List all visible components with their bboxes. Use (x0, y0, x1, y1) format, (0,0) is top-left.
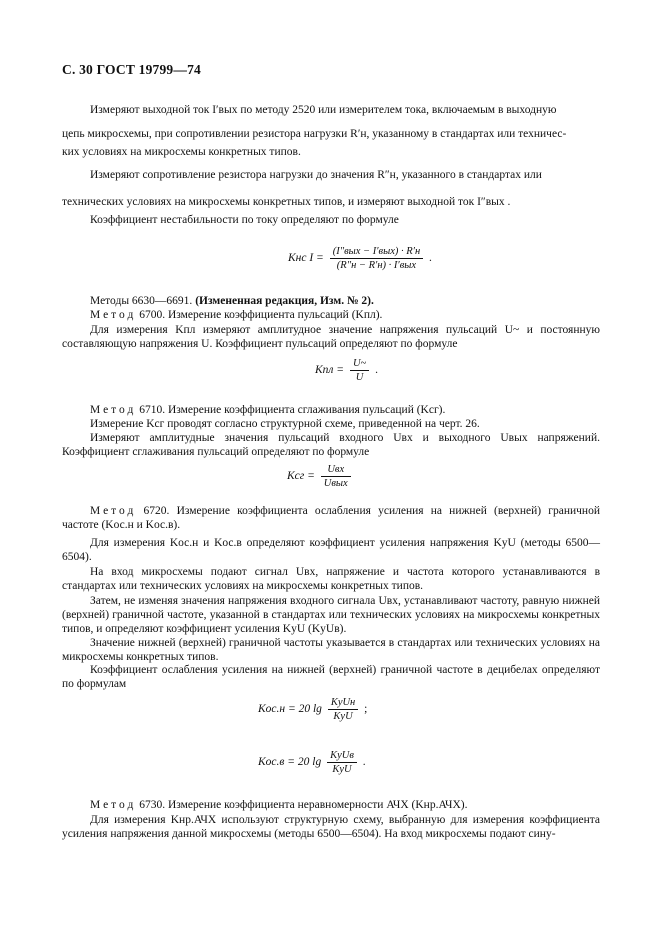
formula-k-os-n-lhs: Kос.н = 20 lg (258, 703, 322, 716)
formula-k-os-n-denominator: KyU (333, 711, 353, 722)
revision-note: (Измененная редакция, Изм. № 2). (195, 295, 374, 307)
formula-k-ns: Kнс I = $\frac{\text{(I″вых − I′вых) · R′н}}{\text{(R″н − R′н) · I′вых}}$ . (288, 246, 432, 271)
method-6720-title: 6720. Измерение коэффициента ослабления усиления на нижней (верхней) граничной частоте (Kос.н и Kос.в). (62, 505, 600, 531)
method-6730-word: Метод (90, 799, 137, 811)
paragraph-1-line-2: цепь микросхемы, при сопротивлении резистора нагрузки R′н, указанному в стандартах или техничес- (62, 128, 567, 140)
method-6710-text-2: Измеряют амплитудные значения пульсаций входного Uвх и выходного Uвых напряжений. Коэффициент сглаживания пульсаций определяют по формуле (62, 432, 600, 458)
methods-note (90, 295, 374, 307)
formula-k-os-n: Kос.н = 20 lg $\frac{\text{KyUн}}{\text{KyU}}$ ; (258, 697, 368, 722)
formula-k-ns-numerator: (I″вых − I′вых) · R′н (330, 246, 423, 259)
formula-k-pl-numerator: U~ (350, 358, 369, 371)
paragraph-3: Коэффициент нестабильности по току определяют по формуле (90, 214, 399, 226)
method-6710-title: 6710. Измерение коэффициента сглаживания пульсаций (Kсг). (139, 404, 446, 416)
method-6700-title: 6700. Измерение коэффициента пульсаций (Kпл). (139, 309, 383, 321)
formula-k-os-v-lhs: Kос.в = 20 lg (258, 756, 322, 769)
methods-note-text: Методы 6630—6691. (90, 295, 193, 307)
formula-k-ns-lhs: Kнс I = (288, 252, 324, 265)
method-6710-word: Метод (90, 404, 137, 416)
method-6700-heading (90, 309, 382, 321)
paragraph-1-line-1: Измеряют выходной ток I′вых по методу 2520 или измерителем тока, включаемым в выходную (90, 104, 557, 116)
formula-k-sg-numerator: Uвх (321, 464, 351, 477)
formula-k-pl-fraction (350, 358, 369, 383)
formula-k-sg (287, 464, 354, 489)
formula-k-os-v-numerator: KyUв (327, 750, 357, 763)
method-6720-heading (62, 505, 600, 533)
method-6720-text-2: На вход микросхемы подают сигнал Uвх, напряжение и частота которого устанавливаются в стандартах или технических условиях на микросхемы конкретных типов. (62, 566, 600, 592)
method-6720-text-5: Коэффициент ослабления усиления на нижней (верхней) граничной частоте в децибелах определяют по формулам (62, 664, 600, 690)
method-6710-heading (90, 404, 445, 416)
formula-k-pl-lhs: Kпл = (315, 364, 345, 377)
paragraph-1-line-3: ких условиях на микросхемы конкретных типов. (62, 146, 301, 158)
formula-k-os-v: Kос.в = 20 lg $\frac{\text{KyUв}}{\text{KyU}}$ . (258, 750, 366, 775)
formula-k-os-n-numerator: KyUн (328, 697, 358, 710)
method-6720-text-4: Значение нижней (верхней) граничной частоты указывается в стандартах или технических условиях на микросхемы конкретных типов. (62, 637, 600, 663)
formula-k-ns-denominator: (R″н − R′н) · I′вых (336, 260, 417, 271)
method-6720-word: Метод (90, 505, 137, 517)
page-header: С. 30 ГОСТ 19799—74 (62, 62, 201, 77)
formula-k-pl: Kпл = $\frac{U\sim}{U}$ . (315, 358, 378, 383)
method-6700-word: Метод (90, 309, 137, 321)
method-6730-title: 6730. Измерение коэффициента неравномерности АЧХ (Kнр.АЧХ). (139, 799, 468, 811)
paragraph-2-line-1: Измеряют сопротивление резистора нагрузки до значения R″н, указанного в стандартах или (90, 169, 542, 181)
method-6720-text-3: Затем, не изменяя значения напряжения входного сигнала Uвх, устанавливают частоту, равную нижней (верхней) граничной частоте, указанной в стандартах или технических условиях на микросхемы конкретных типов, и определяют коэффициент усиления KyU (KyUв). (62, 595, 600, 635)
method-6730-text: Для измерения Kнр.АЧХ используют структурную схему, выбранную для измерения коэффициента усиления напряжения данной микросхемы (методы 6500—6504). На вход микросхемы подают сину- (62, 814, 600, 840)
method-6720-text-1: Для измерения Kос.н и Kос.в определяют коэффициент усиления напряжения KyU (методы 6500—6504). (62, 537, 600, 563)
formula-k-pl-denominator: U (355, 372, 364, 383)
paragraph-2-line-2: технических условиях на микросхемы конкретных типов, и измеряют выходной ток I″вых . (62, 196, 511, 208)
method-6730-heading (90, 799, 468, 811)
formula-k-os-v-denominator: KyU (332, 764, 352, 775)
formula-k-os-n-fraction (328, 697, 358, 722)
formula-k-ns-fraction (330, 246, 423, 271)
formula-k-sg-lhs: Kсг = (287, 470, 315, 483)
formula-k-sg-denominator: Uвых (323, 478, 348, 489)
formula-k-os-v-fraction (327, 750, 357, 775)
method-6710-text-1: Измерение Kсг проводят согласно структурной схеме, приведенной на черт. 26. (90, 418, 480, 430)
formula-k-sg-fraction (321, 464, 351, 489)
method-6700-text: Для измерения Kпл измеряют амплитудное значение напряжения пульсаций U~ и постоянную составляющую напряжения U. Коэффициент пульсаций определяют по формуле (62, 324, 600, 350)
